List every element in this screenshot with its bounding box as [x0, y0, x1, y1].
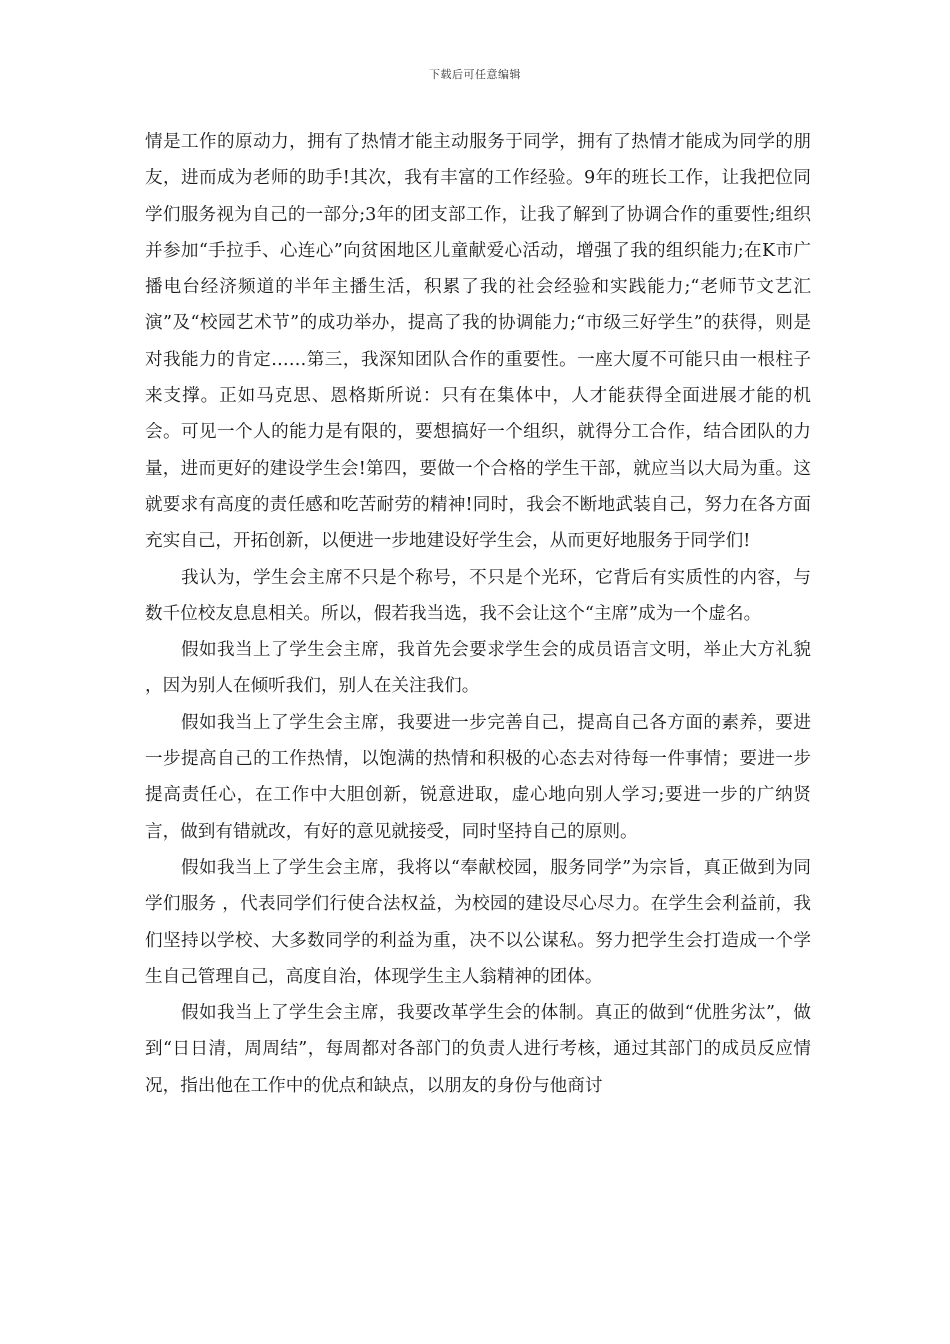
paragraph: 假如我当上了学生会主席，我要改革学生会的体制。真正的做到“优胜劣汰”，做到“日日清，周周结”，每周都对各部门的负责人进行考核，通过其部门的成员反应情况，指出他在工作中的优点和缺点，以朋友的身份与他商讨 — [145, 1003, 811, 1096]
paragraph: 情是工作的原动力，拥有了热情才能主动服务于同学，拥有了热情才能成为同学的朋友，进而成为老师的助手!其次，我有丰富的工作经验。9年的班长工作，让我把位同学们服务视为自己的一部分;3年的团支部工作，让我了解到了协调合作的重要性;组织并参加“手拉手、心连心”向贫困地区儿童献爱心活动，增强了我的组织能力;在K市广播电台经济频道的半年主播生活，积累了我的社会经验和实践能力;“老师节文艺汇演”及“校园艺术节”的成功举办，提高了我的协调能力;“市级三好学生”的获得，则是对我能力的肯定……第三，我深知团队合作的重要性。一座大厦不可能只由一根柱子来支撑。正如马克思、恩格斯所说：只有在集体中，人才能获得全面进展才能的机会。可见一个人的能力是有限的，要想搞好一个组织，就得分工合作，结合团队的力量，进而更好的建设学生会!第四，要做一个合格的学生干部，就应当以大局为重。这就要求有高度的责任感和吃苦耐劳的精神!同时，我会不断地武装自己，努力在各方面充实自己，开拓创新，以便进一步地建设好学生会，从而更好地服务于同学们! — [145, 132, 811, 552]
paragraph: 假如我当上了学生会主席，我将以“奉献校园，服务同学”为宗旨，真正做到为同学们服务 ，代表同学们行使合法权益，为校园的建设尽心尽力。在学生会利益前，我们坚持以学校、大多数同学的利益为重，决不以公谋私。努力把学生会打造成一个学生自己管理自己，高度自治，体现学生主人翁精神的团体。 — [145, 857, 811, 987]
paragraph: 我认为，学生会主席不只是个称号，不只是个光环，它背后有实质性的内容，与数千位校友息息相关。所以，假若我当选，我不会让这个“主席”成为一个虚名。 — [145, 567, 811, 624]
document-body — [145, 124, 811, 1104]
paragraph: 假如我当上了学生会主席，我首先会要求学生会的成员语言文明，举止大方礼貌 ，因为别人在倾听我们，别人在关注我们。 — [145, 640, 811, 697]
paragraph: 假如我当上了学生会主席，我要进一步完善自己，提高自己各方面的素养，要进一步提高自己的工作热情，以饱满的热情和积极的心态去对待每一件事情；要进一步提高责任心，在工作中大胆创新，锐意进取，虚心地向别人学习;要进一步的广纳贤言，做到有错就改，有好的意见就接受，同时坚持自己的原则。 — [145, 712, 811, 842]
page-header: 下载后可任意编辑 — [429, 68, 521, 81]
